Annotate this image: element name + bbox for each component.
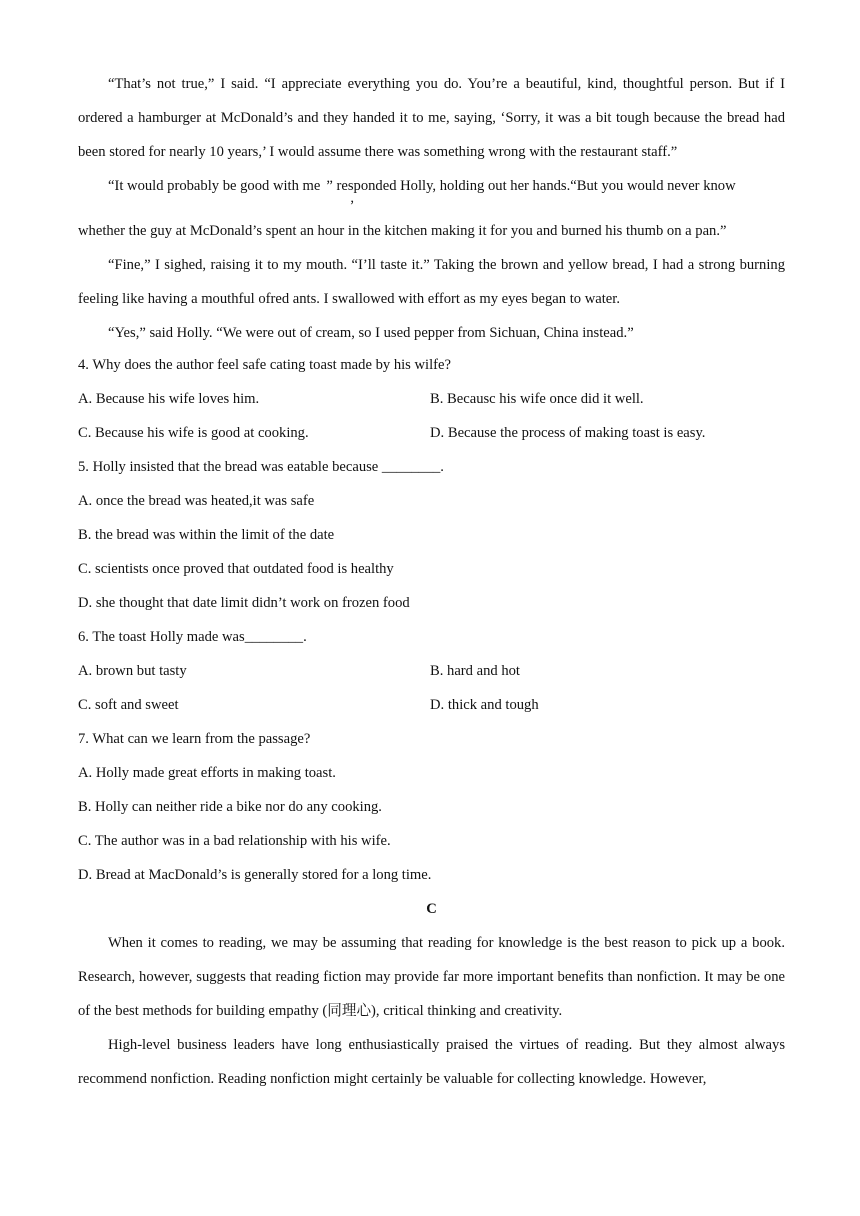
questions-section <box>78 348 785 1096</box>
passage-b-paragraph-4: “Yes,” said Holly. “We were out of cream, so I used pepper from Sichuan, China instead.” <box>108 325 634 341</box>
question-stem: 5. Holly insisted that the bread was eatable because ________. <box>78 459 444 475</box>
question-5 <box>78 450 785 620</box>
option-c: C. soft and sweet <box>78 697 179 713</box>
option-d: D. she thought that date limit didn’t work on frozen food <box>78 595 410 611</box>
option-d: D. thick and tough <box>430 697 539 713</box>
option-a: A. brown but tasty <box>78 663 187 679</box>
question-6 <box>78 620 785 722</box>
passage-b-paragraph-2-part-a: “It would probably be good with me <box>108 178 321 194</box>
option-d: D. Bread at MacDonald’s is generally stored for a long time. <box>78 867 432 883</box>
passage-b-paragraph-2: “It would probably be good with me,” responded Holly, holding out her hands.“But you would never know <box>108 178 736 206</box>
passage-c-paragraph-2: High-level business leaders have long enthusiastically praised the virtues of reading. But they almost always recommend nonfiction. Reading nonfiction might certainly be valuable for collecting knowledge. However, <box>78 1037 785 1087</box>
option-c: C. scientists once proved that outdated food is healthy <box>78 561 394 577</box>
option-b: B. Becausc his wife once did it well. <box>430 391 644 407</box>
option-row <box>78 416 785 450</box>
option-row <box>78 688 785 722</box>
passage-b-paragraph-2-line-2: whether the guy at McDonald’s spent an hour in the kitchen making it for you and burned his thumb on a pan.” <box>78 223 727 239</box>
passage-c-paragraph-1: When it comes to reading, we may be assuming that reading for knowledge is the best reason to pick up a book. Research, however, suggests that reading fiction may provide far more important benefits than nonfiction. It may be one of the best methods for building empathy (同理心), critical thinking and creativity. <box>78 935 785 1019</box>
passage-b <box>78 67 785 350</box>
option-b: B. the bread was within the limit of the date <box>78 527 335 543</box>
question-stem: 7. What can we learn from the passage? <box>78 731 311 747</box>
option-c: C. The author was in a bad relationship with his wife. <box>78 833 391 849</box>
option-b: B. Holly can neither ride a bike nor do any cooking. <box>78 799 382 815</box>
question-7 <box>78 722 785 892</box>
passage-b-paragraph-3: “Fine,” I sighed, raising it to my mouth. “I’ll taste it.” Taking the brown and yellow bread, I had a strong burning feeling like having a mouthful ofred ants. I swallowed with effort as my eyes began to water. <box>78 257 785 307</box>
option-a: A. Because his wife loves him. <box>78 391 260 407</box>
question-4 <box>78 348 785 450</box>
option-d: D. Because the process of making toast is easy. <box>430 425 706 441</box>
passage-c <box>78 892 785 1096</box>
passage-b-paragraph-2-part-b: ” responded Holly, holding out her hands.“But you would never know <box>326 178 736 194</box>
option-row <box>78 654 785 688</box>
option-c: C. Because his wife is good at cooking. <box>78 425 309 441</box>
passage-b-paragraph-1: “That’s not true,” I said. “I appreciate everything you do. You’re a beautiful, kind, thoughtful person. But if I ordered a hamburger at McDonald’s and they handed it to me, saying, ‘Sorry, it was a bit tough because the bread had been stored for nearly 10 years,’ I would assume there was something wrong with the restaurant staff.” <box>78 76 785 160</box>
question-stem: 4. Why does the author feel safe cating toast made by his wilfe? <box>78 357 451 373</box>
option-b: B. hard and hot <box>430 663 520 679</box>
option-a: A. Holly made great efforts in making toast. <box>78 765 336 781</box>
option-row <box>78 382 785 416</box>
option-a: A. once the bread was heated,it was safe <box>78 493 315 509</box>
question-stem: 6. The toast Holly made was________. <box>78 629 307 645</box>
section-heading: C <box>426 901 437 917</box>
